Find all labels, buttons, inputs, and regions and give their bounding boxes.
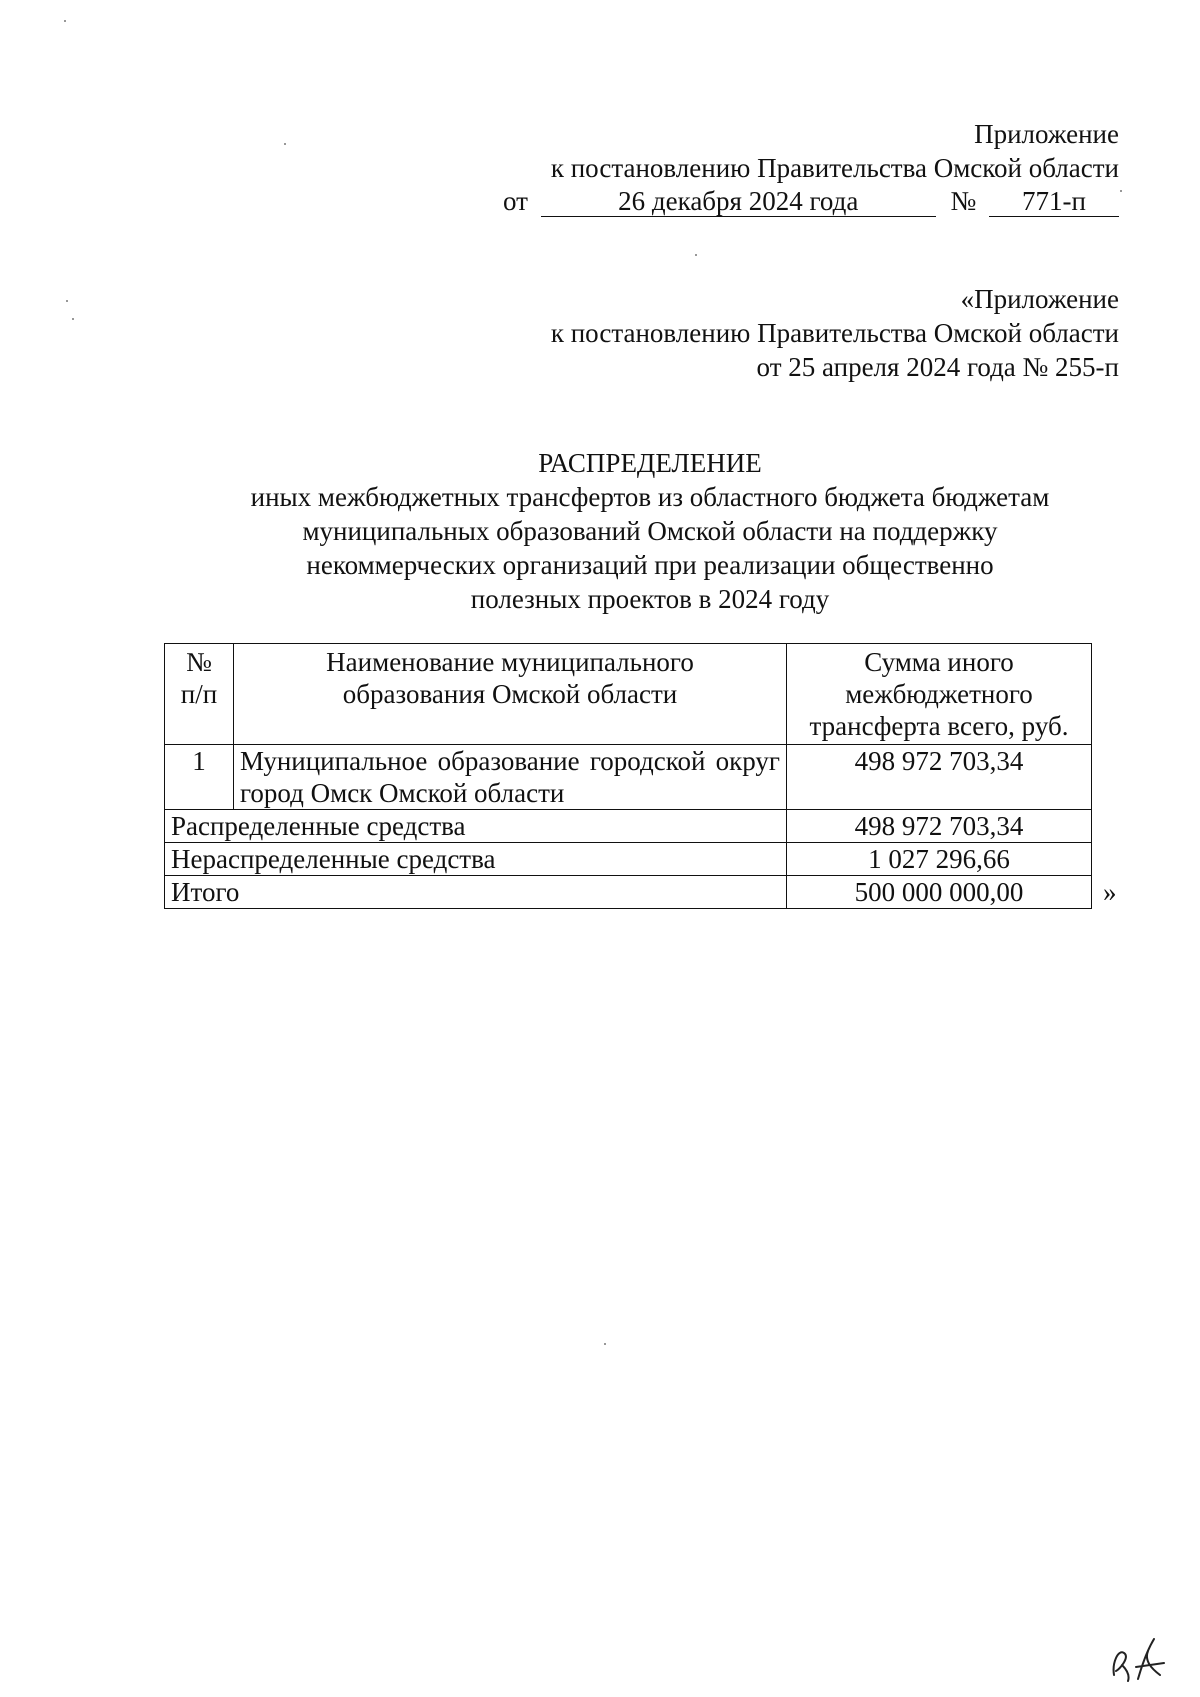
summary-row-distributed <box>165 810 1092 843</box>
table-row <box>165 745 1092 810</box>
table-header-row <box>165 644 1092 745</box>
row-municipality-name: Муниципальное образование городской округ город Омск Омской области <box>234 745 787 810</box>
summary-sum-total: 500 000 000,00 <box>787 876 1092 909</box>
scan-speck <box>1120 190 1122 192</box>
scan-speck <box>695 254 697 256</box>
header-number-line-1: № <box>186 647 212 677</box>
summary-sum-distributed: 498 972 703,34 <box>787 810 1092 843</box>
header-sum-line-2: межбюджетного <box>845 679 1033 709</box>
date-field: 26 декабря 2024 года <box>541 186 936 217</box>
document-title: РАСПРЕДЕЛЕНИЕ <box>538 448 762 478</box>
scan-speck <box>284 143 286 145</box>
header-name <box>234 644 787 745</box>
previous-appendix-label: «Приложение <box>960 284 1119 314</box>
header-number-line-2: п/п <box>180 679 218 709</box>
scan-speck <box>64 20 66 22</box>
title-line-2: муниципальных образований Омской области на поддержку <box>302 516 998 546</box>
scan-speck <box>72 318 74 320</box>
header-name-line-1: Наименование муниципального <box>326 647 694 677</box>
row-number: 1 <box>165 745 234 810</box>
summary-label-total: Итого <box>165 876 787 909</box>
summary-row-total <box>165 876 1092 909</box>
header-sum <box>787 644 1092 745</box>
resolution-reference: к постановлению Правительства Омской области <box>550 153 1119 183</box>
closing-quote: » <box>1103 877 1117 907</box>
distribution-table <box>164 643 1092 909</box>
header-number <box>165 644 234 745</box>
summary-label-undistributed: Нераспределенные средства <box>165 843 787 876</box>
header-name-line-2: образования Омской области <box>342 679 678 709</box>
number-prefix: № <box>950 186 977 216</box>
title-line-1: иных межбюджетных трансфертов из областного бюджета бюджетам <box>250 482 1050 512</box>
appendix-label: Приложение <box>974 119 1119 149</box>
summary-label-distributed: Распределенные средства <box>165 810 787 843</box>
scan-speck <box>66 300 68 302</box>
row-sum: 498 972 703,34 <box>787 745 1092 810</box>
number-field: 771-п <box>989 186 1119 217</box>
resolution-date-line <box>503 185 1119 217</box>
signature-icon <box>1108 1635 1170 1685</box>
header-sum-line-3: трансферта всего, руб. <box>809 711 1069 741</box>
summary-row-undistributed <box>165 843 1092 876</box>
summary-sum-undistributed: 1 027 296,66 <box>787 843 1092 876</box>
date-prefix: от <box>503 186 528 216</box>
title-line-3: некоммерческих организаций при реализации общественно <box>306 550 994 580</box>
previous-resolution-reference: к постановлению Правительства Омской области <box>550 318 1119 348</box>
header-sum-line-1: Сумма иного <box>864 647 1014 677</box>
previous-resolution-date: от 25 апреля 2024 года № 255-п <box>756 352 1119 382</box>
scan-speck <box>604 1343 606 1345</box>
title-line-4: полезных проектов в 2024 году <box>470 584 830 614</box>
